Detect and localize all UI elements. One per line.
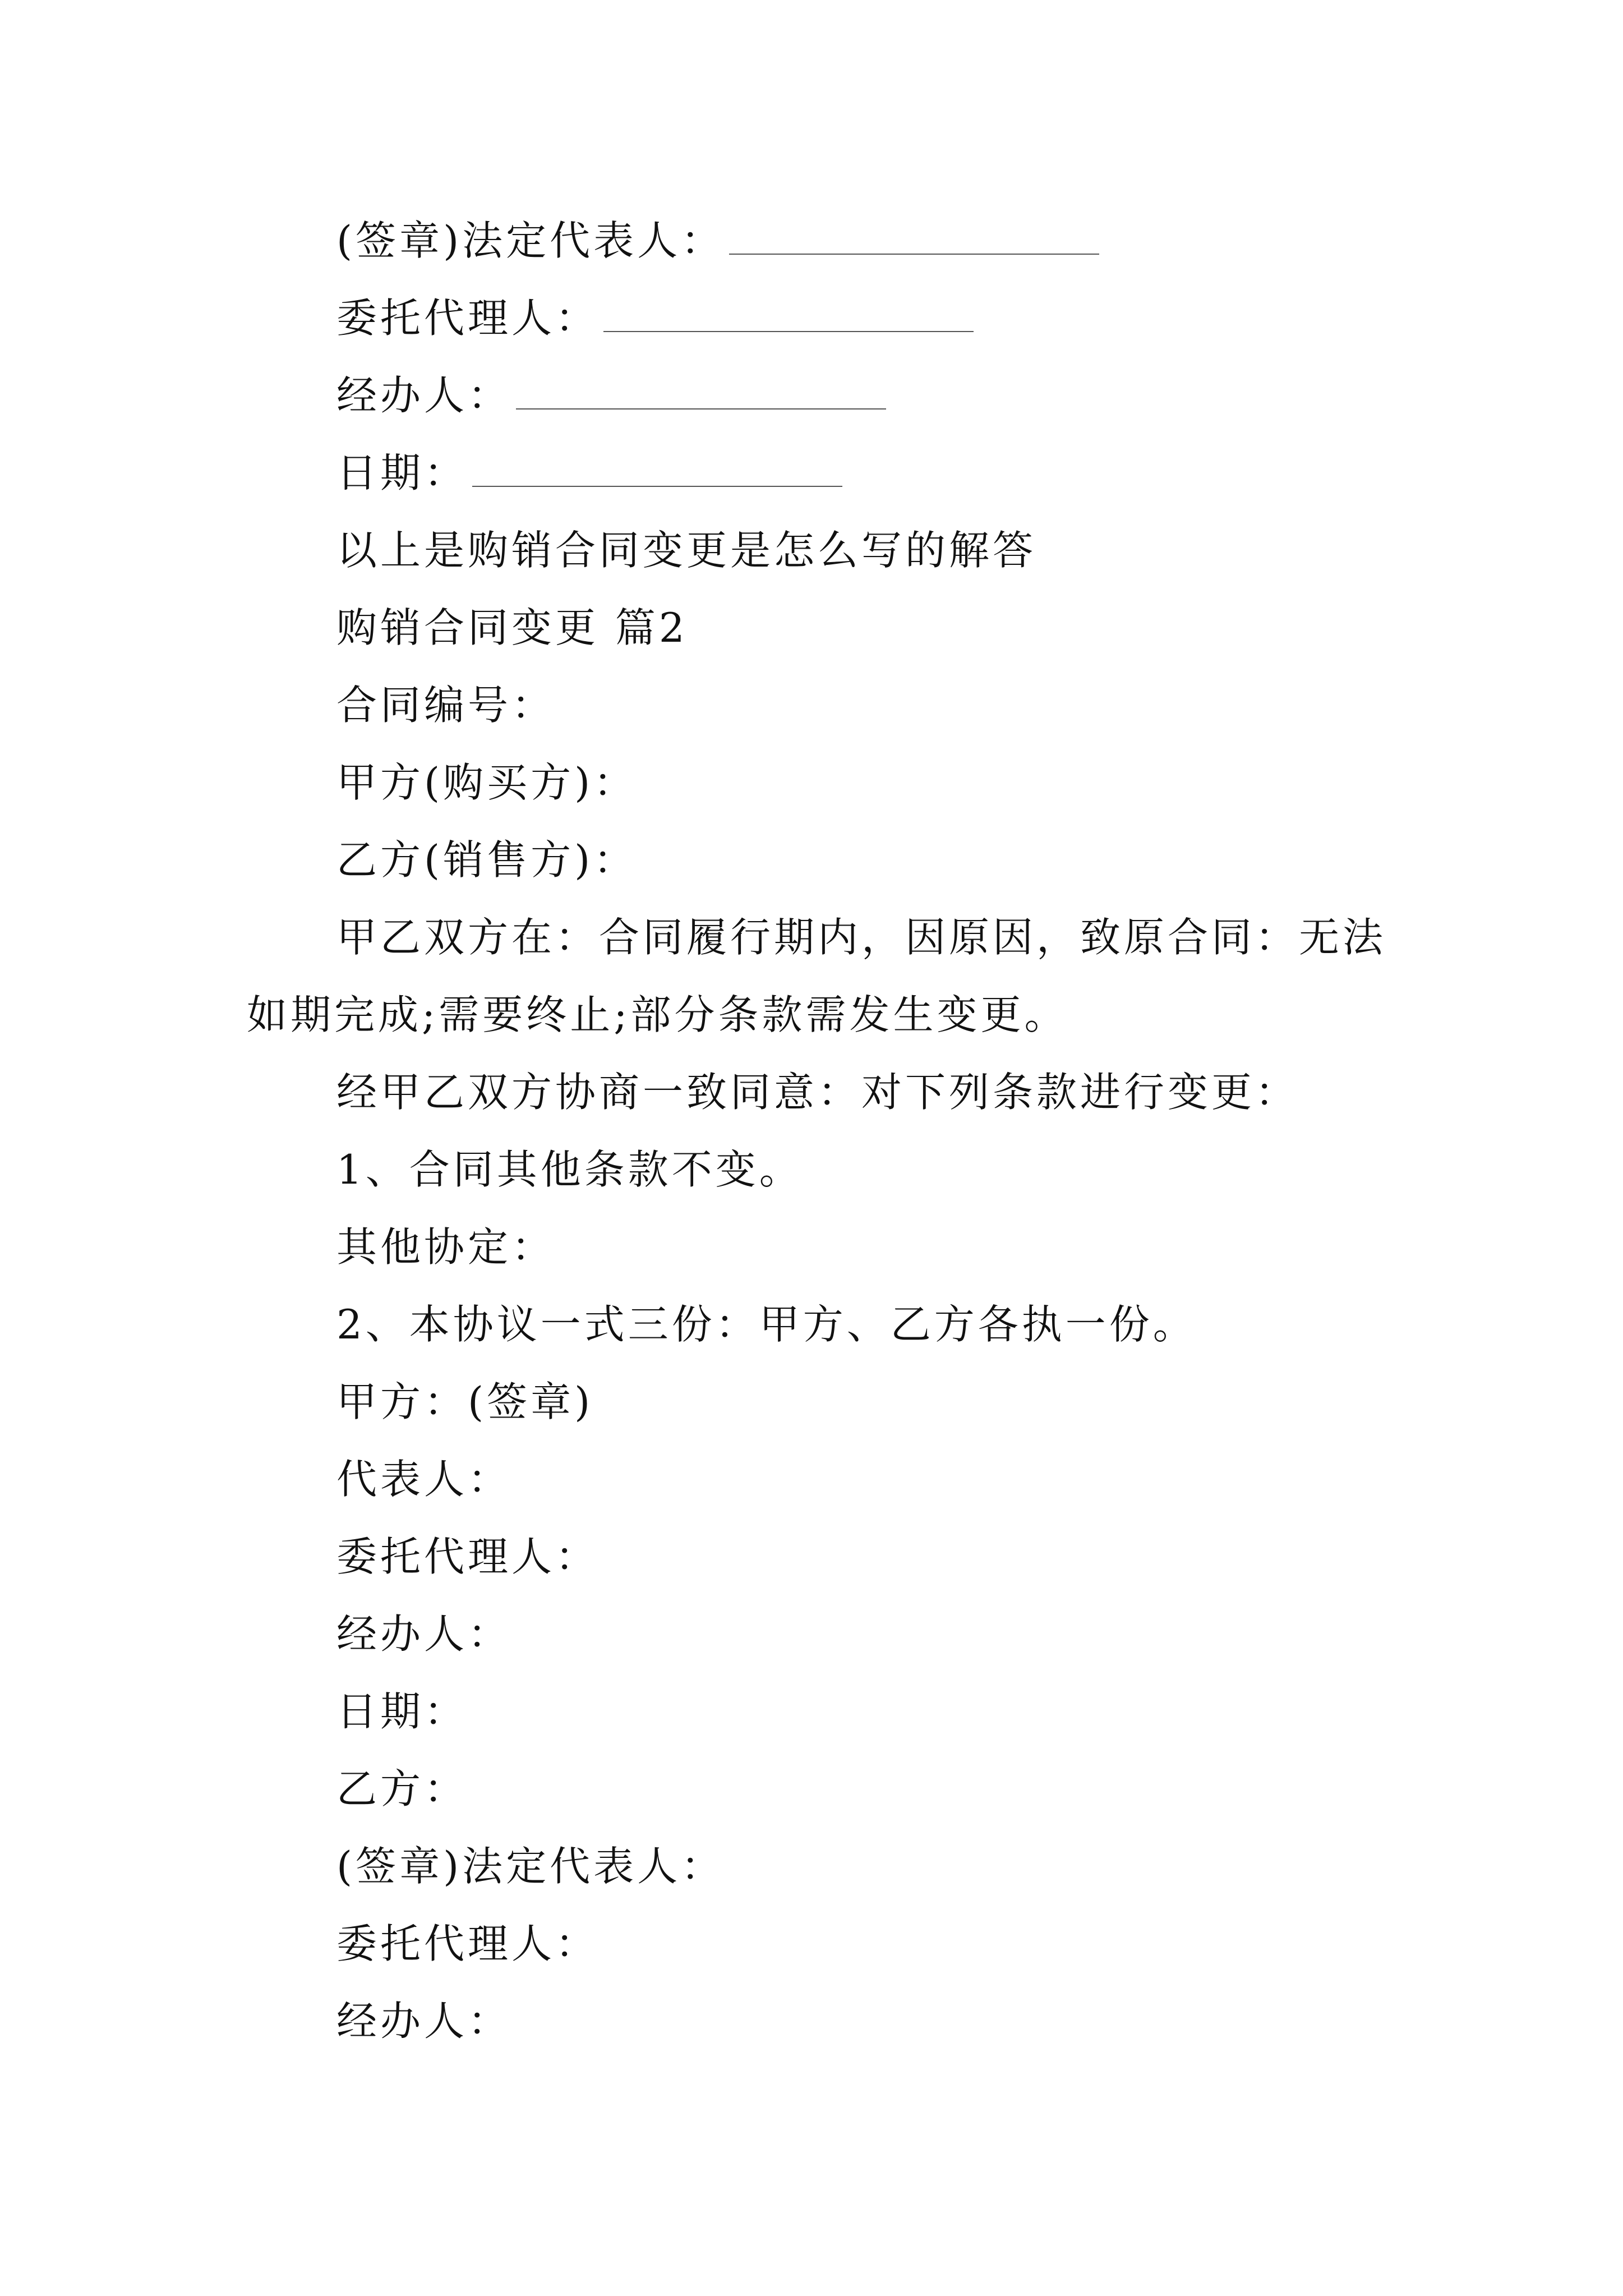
contract-number-label: 合同编号： — [336, 682, 556, 729]
signature-line-legal-rep — [247, 202, 1391, 279]
clause-1: 1、合同其他条款不变。 — [336, 1146, 803, 1193]
summary-text: 以上是购销合同变更是怎么写的解答 — [336, 527, 1037, 574]
date-blank — [472, 452, 842, 487]
date-label: 日期： — [336, 449, 468, 496]
agreement-statement: 经甲乙双方协商一致同意：对下列条款进行变更： — [336, 1069, 1299, 1116]
signature-line-agent — [247, 279, 1391, 357]
document-body — [247, 202, 1391, 2060]
signature-line-date — [247, 434, 1391, 512]
party-b-agent: 委托代理人： — [336, 1920, 600, 1967]
party-a-signature: 甲方：(签章) — [336, 1378, 594, 1425]
clause-2: 2、本协议一式三份：甲方、乙方各执一份。 — [336, 1301, 1197, 1348]
legal-rep-blank — [729, 220, 1099, 255]
party-b-signature: 乙方： — [336, 1765, 468, 1812]
other-agreements-label: 其他协定： — [336, 1223, 556, 1271]
party-a-agent: 委托代理人： — [336, 1533, 600, 1580]
party-a-date: 日期： — [336, 1688, 468, 1735]
legal-rep-label: (签章)法定代表人： — [336, 217, 725, 264]
party-a-representative: 代表人： — [336, 1456, 512, 1503]
agent-blank — [603, 297, 974, 332]
handler-blank — [516, 375, 886, 409]
agent-label: 委托代理人： — [336, 295, 600, 342]
signature-line-handler — [247, 357, 1391, 434]
party-b-label: 乙方(销售方)： — [336, 836, 638, 884]
party-a-label: 甲方(购买方)： — [336, 759, 638, 806]
section-heading: 购销合同变更 篇2 — [336, 604, 688, 651]
change-reason-paragraph: 甲乙双方在：合同履行期内，因原因，致原合同：无法如期完成;需要终止;部分条款需发生变更。 — [247, 914, 1387, 1038]
party-b-legal-rep: (签章)法定代表人： — [336, 1843, 725, 1890]
party-b-handler: 经办人： — [336, 1998, 512, 2045]
party-a-handler: 经办人： — [336, 1611, 512, 1658]
handler-label: 经办人： — [336, 372, 512, 419]
